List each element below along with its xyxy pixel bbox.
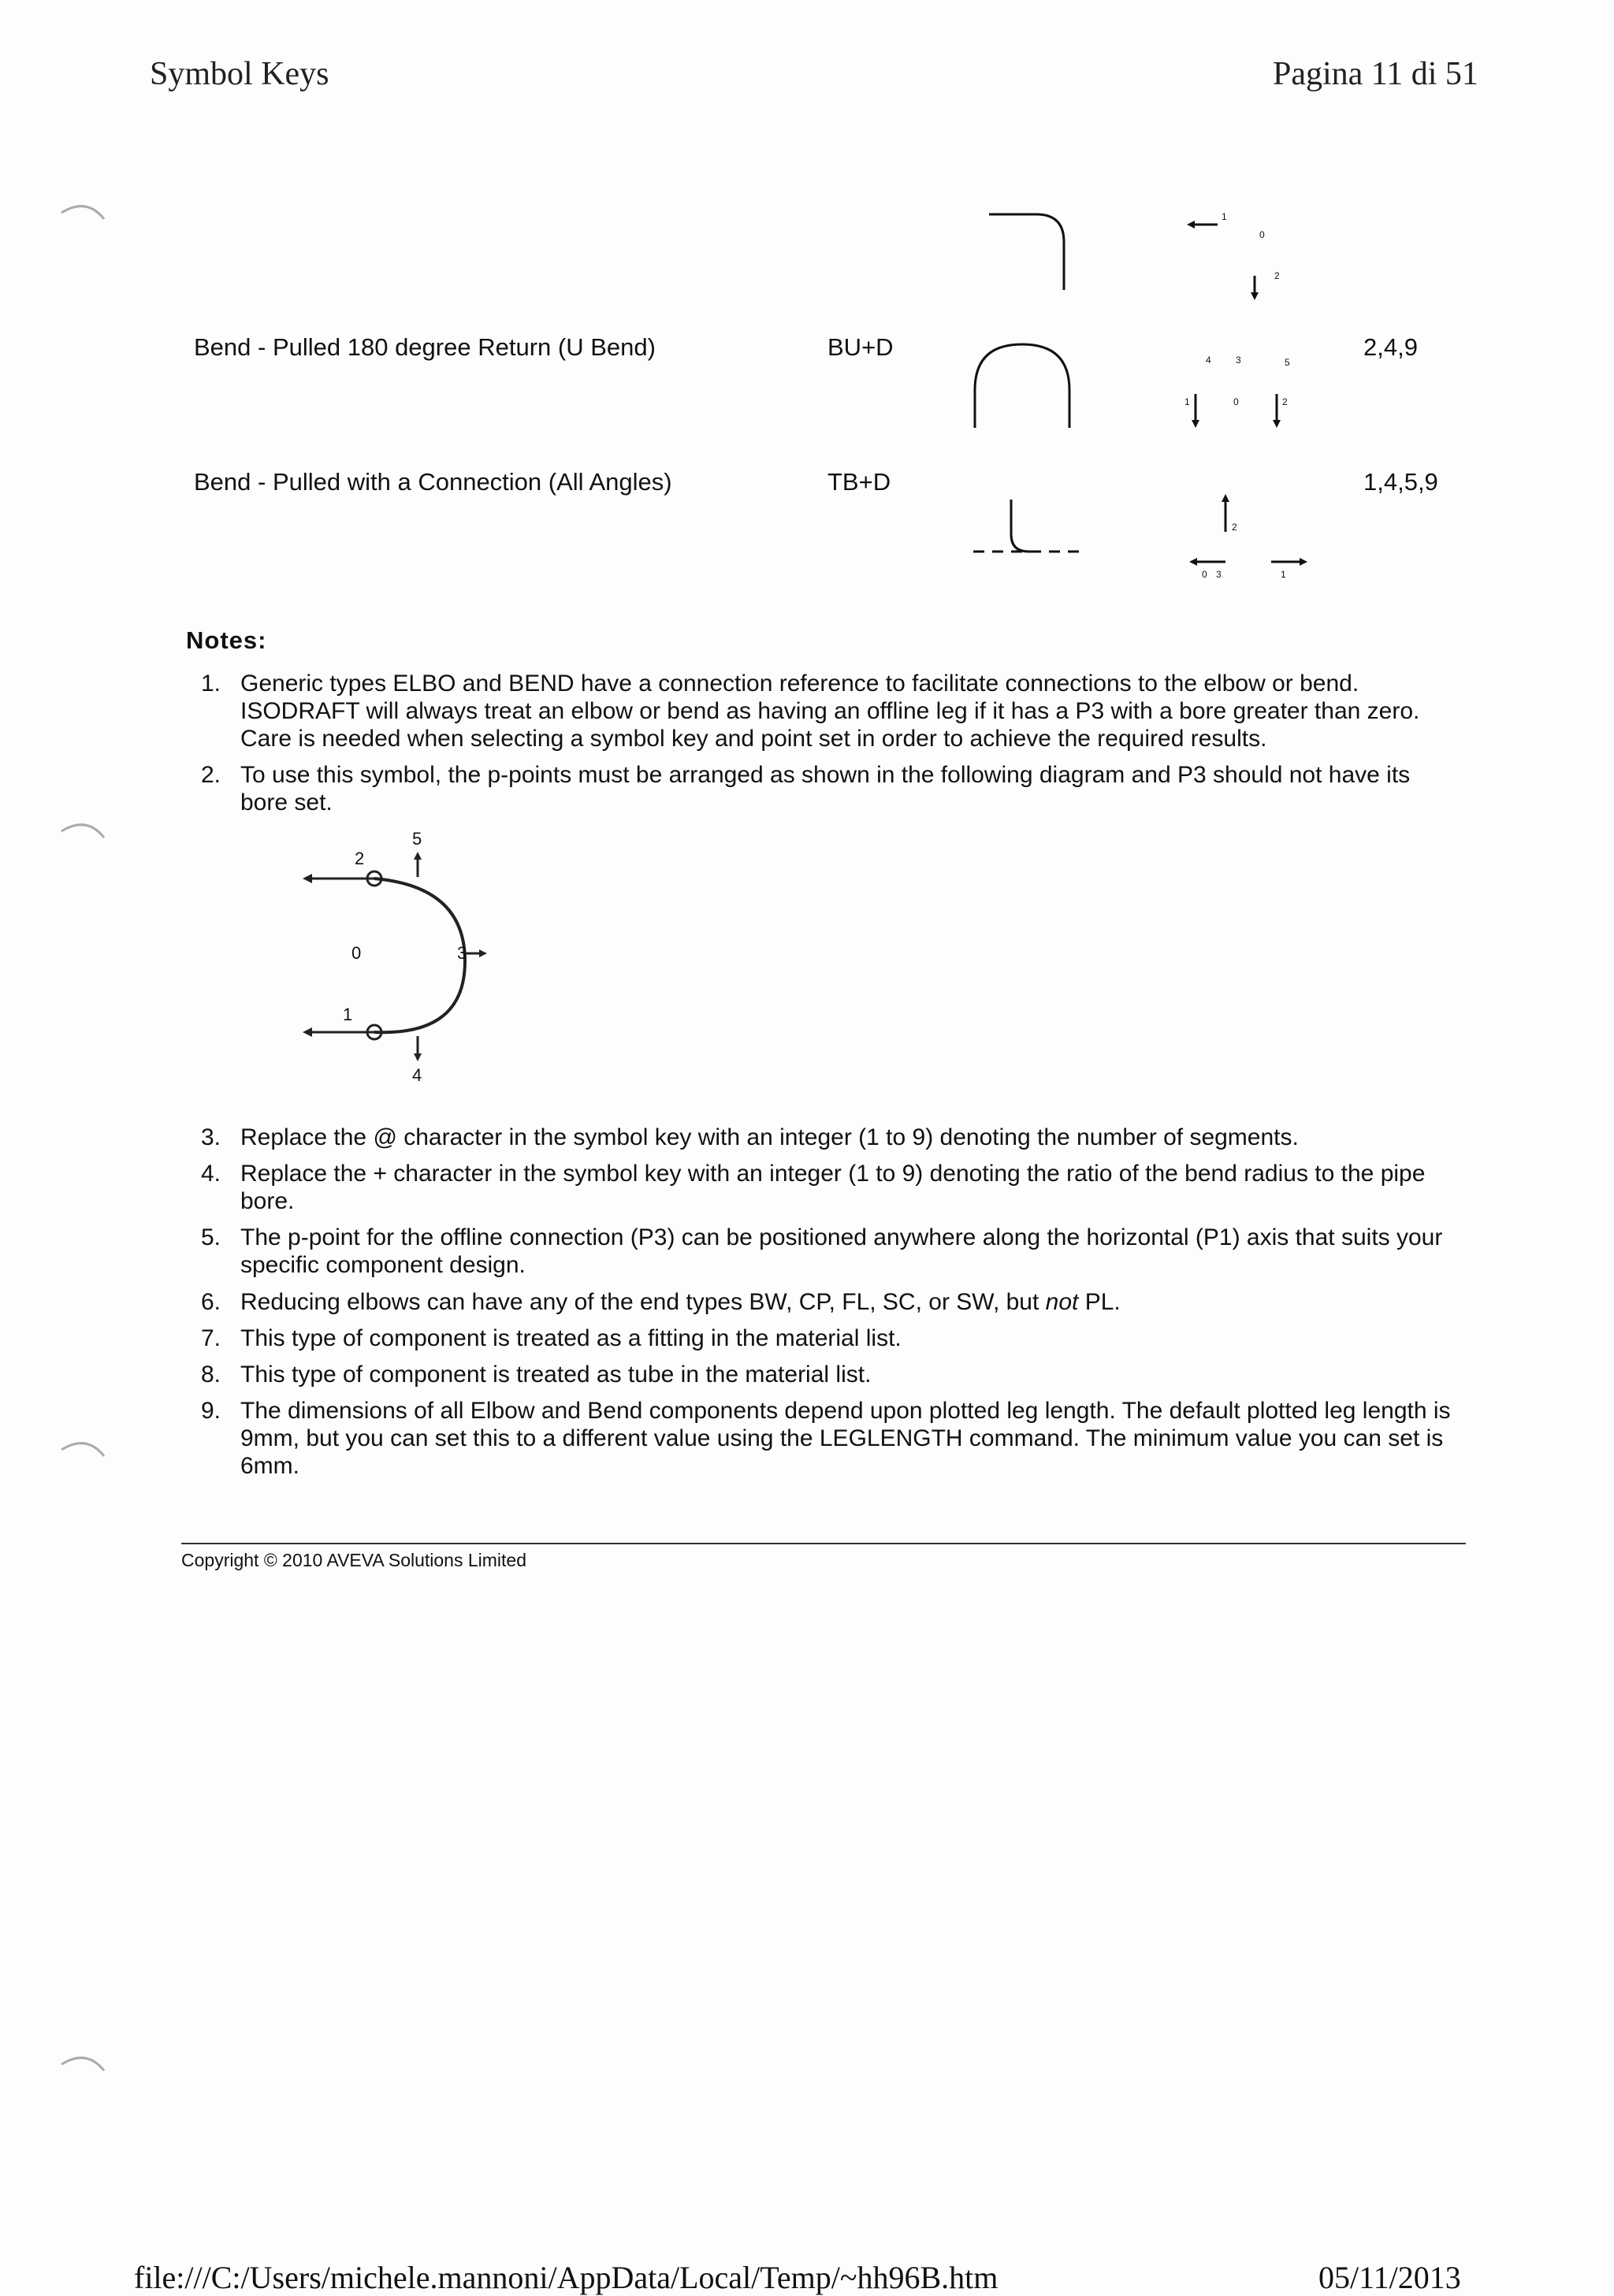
note-number: 8. bbox=[200, 1362, 221, 1388]
note-text: This type of component is treated as a fitting in the material list. bbox=[240, 1325, 902, 1351]
diagram-label-p2: 2 bbox=[355, 849, 365, 868]
copyright-text: Copyright © 2010 AVEVA Solutions Limited bbox=[181, 1550, 527, 1570]
row-description: Bend - Pulled 180 degree Return (U Bend) bbox=[194, 333, 656, 361]
note-text-emphasis: not bbox=[1045, 1289, 1079, 1315]
note-item bbox=[197, 1397, 1458, 1484]
row-key: BU+D bbox=[827, 333, 894, 361]
note-number: 3. bbox=[200, 1124, 221, 1150]
diagram-label-p0: 0 bbox=[351, 943, 362, 963]
pulled-bend-connection-symbol bbox=[965, 496, 1091, 559]
copyright-divider bbox=[181, 1543, 1466, 1544]
diagram-label-p4: 4 bbox=[412, 1065, 422, 1085]
note-item bbox=[197, 670, 1458, 752]
diagram-label-p3: 3 bbox=[457, 943, 467, 963]
note-text-part: Reducing elbows can have any of the end types BW, CP, FL, SC, or SW, but bbox=[240, 1289, 1046, 1315]
row-key: TB+D bbox=[827, 468, 891, 496]
row-description: Bend - Pulled with a Connection (All Angles) bbox=[194, 468, 672, 496]
note-number: 2. bbox=[200, 762, 221, 788]
ppoint-label: 2 bbox=[1232, 522, 1237, 533]
note-text: Generic types ELBO and BEND have a connection reference to facilitate connections to the elbow or bend. ISODRAFT will always treat an elbow or bend as having an offline leg if it has a P3 with a bore greater than zero. Care is needed when selecting a symbol key and point set in order to achieve the required results. bbox=[240, 671, 1420, 752]
diagram-label-p1: 1 bbox=[343, 1005, 353, 1024]
note-text-part: PL. bbox=[1078, 1289, 1121, 1315]
note-item bbox=[197, 1288, 1458, 1317]
note-text: To use this symbol, the p-points must be arranged as shown in the following diagram and P3 should not have its bore set. bbox=[240, 762, 1411, 815]
diagram-label-p5: 5 bbox=[412, 829, 422, 849]
ppoint-label: 4 bbox=[1206, 355, 1211, 366]
punch-hole-mark bbox=[55, 1434, 118, 1481]
ppoint-label: 2 bbox=[1274, 270, 1280, 281]
notes-heading: Notes: bbox=[186, 626, 267, 654]
ppoint-label: 5 bbox=[1285, 357, 1290, 368]
note-number: 6. bbox=[200, 1289, 221, 1315]
u-bend-symbol bbox=[965, 335, 1091, 429]
note-number: 5. bbox=[200, 1224, 221, 1250]
ppoint-label: 0 bbox=[1202, 569, 1207, 580]
ppoint-label: 2 bbox=[1282, 396, 1288, 407]
note-item bbox=[197, 761, 1458, 816]
note-item bbox=[197, 1160, 1458, 1215]
elbow-symbol bbox=[985, 205, 1072, 292]
row-notes: 1,4,5,9 bbox=[1363, 468, 1438, 496]
note-item bbox=[197, 1361, 1458, 1389]
note-number: 1. bbox=[200, 671, 221, 697]
punch-hole-mark bbox=[55, 815, 118, 863]
note-number: 9. bbox=[200, 1398, 221, 1424]
row-notes: 2,4,9 bbox=[1363, 333, 1418, 361]
ppoint-label: 1 bbox=[1184, 396, 1190, 407]
punch-hole-mark bbox=[55, 2049, 118, 2096]
note-text: The dimensions of all Elbow and Bend components depend upon plotted leg length. The default plotted leg length is 9mm, but you can set this to a different value using the LEGLENGTH command. The minimum value you can set is 6mm. bbox=[240, 1398, 1451, 1479]
ppoint-label: 3 bbox=[1216, 569, 1222, 580]
connection-ppoints-arrows bbox=[1186, 492, 1320, 579]
note-text: The p-point for the offline connection (P3) can be positioned anywhere along the horizontal (P1) axis that suits your specific component design. bbox=[240, 1224, 1443, 1278]
ppoint-label: 0 bbox=[1233, 396, 1239, 407]
print-date: 05/11/2013 bbox=[1318, 2260, 1461, 2295]
note-text: Replace the + character in the symbol key with an integer (1 to 9) denoting the ratio of the bend radius to the pipe bore. bbox=[240, 1161, 1426, 1214]
page-title: Symbol Keys bbox=[150, 56, 329, 92]
note-item bbox=[197, 1224, 1458, 1279]
note-text bbox=[240, 1288, 1454, 1316]
file-path-link[interactable]: file:///C:/Users/michele.mannoni/AppData/Local/Temp/~hh96B.htm bbox=[134, 2260, 999, 2295]
note-number: 7. bbox=[200, 1325, 221, 1351]
punch-hole-mark bbox=[55, 197, 118, 244]
note-item bbox=[197, 1124, 1458, 1152]
note-text: This type of component is treated as tube in the material list. bbox=[240, 1362, 872, 1388]
ppoint-label: 0 bbox=[1259, 229, 1265, 240]
ppoint-label: 1 bbox=[1281, 569, 1286, 580]
note-number: 4. bbox=[200, 1161, 221, 1187]
note-item bbox=[197, 1324, 1458, 1353]
ppoint-label: 1 bbox=[1222, 211, 1227, 222]
note-text: Replace the @ character in the symbol key with an integer (1 to 9) denoting the number of segments. bbox=[240, 1124, 1299, 1150]
page-number: Pagina 11 di 51 bbox=[1273, 56, 1478, 92]
ppoint-label: 3 bbox=[1236, 355, 1241, 366]
elbow-ppoints-diagram bbox=[1182, 209, 1292, 311]
